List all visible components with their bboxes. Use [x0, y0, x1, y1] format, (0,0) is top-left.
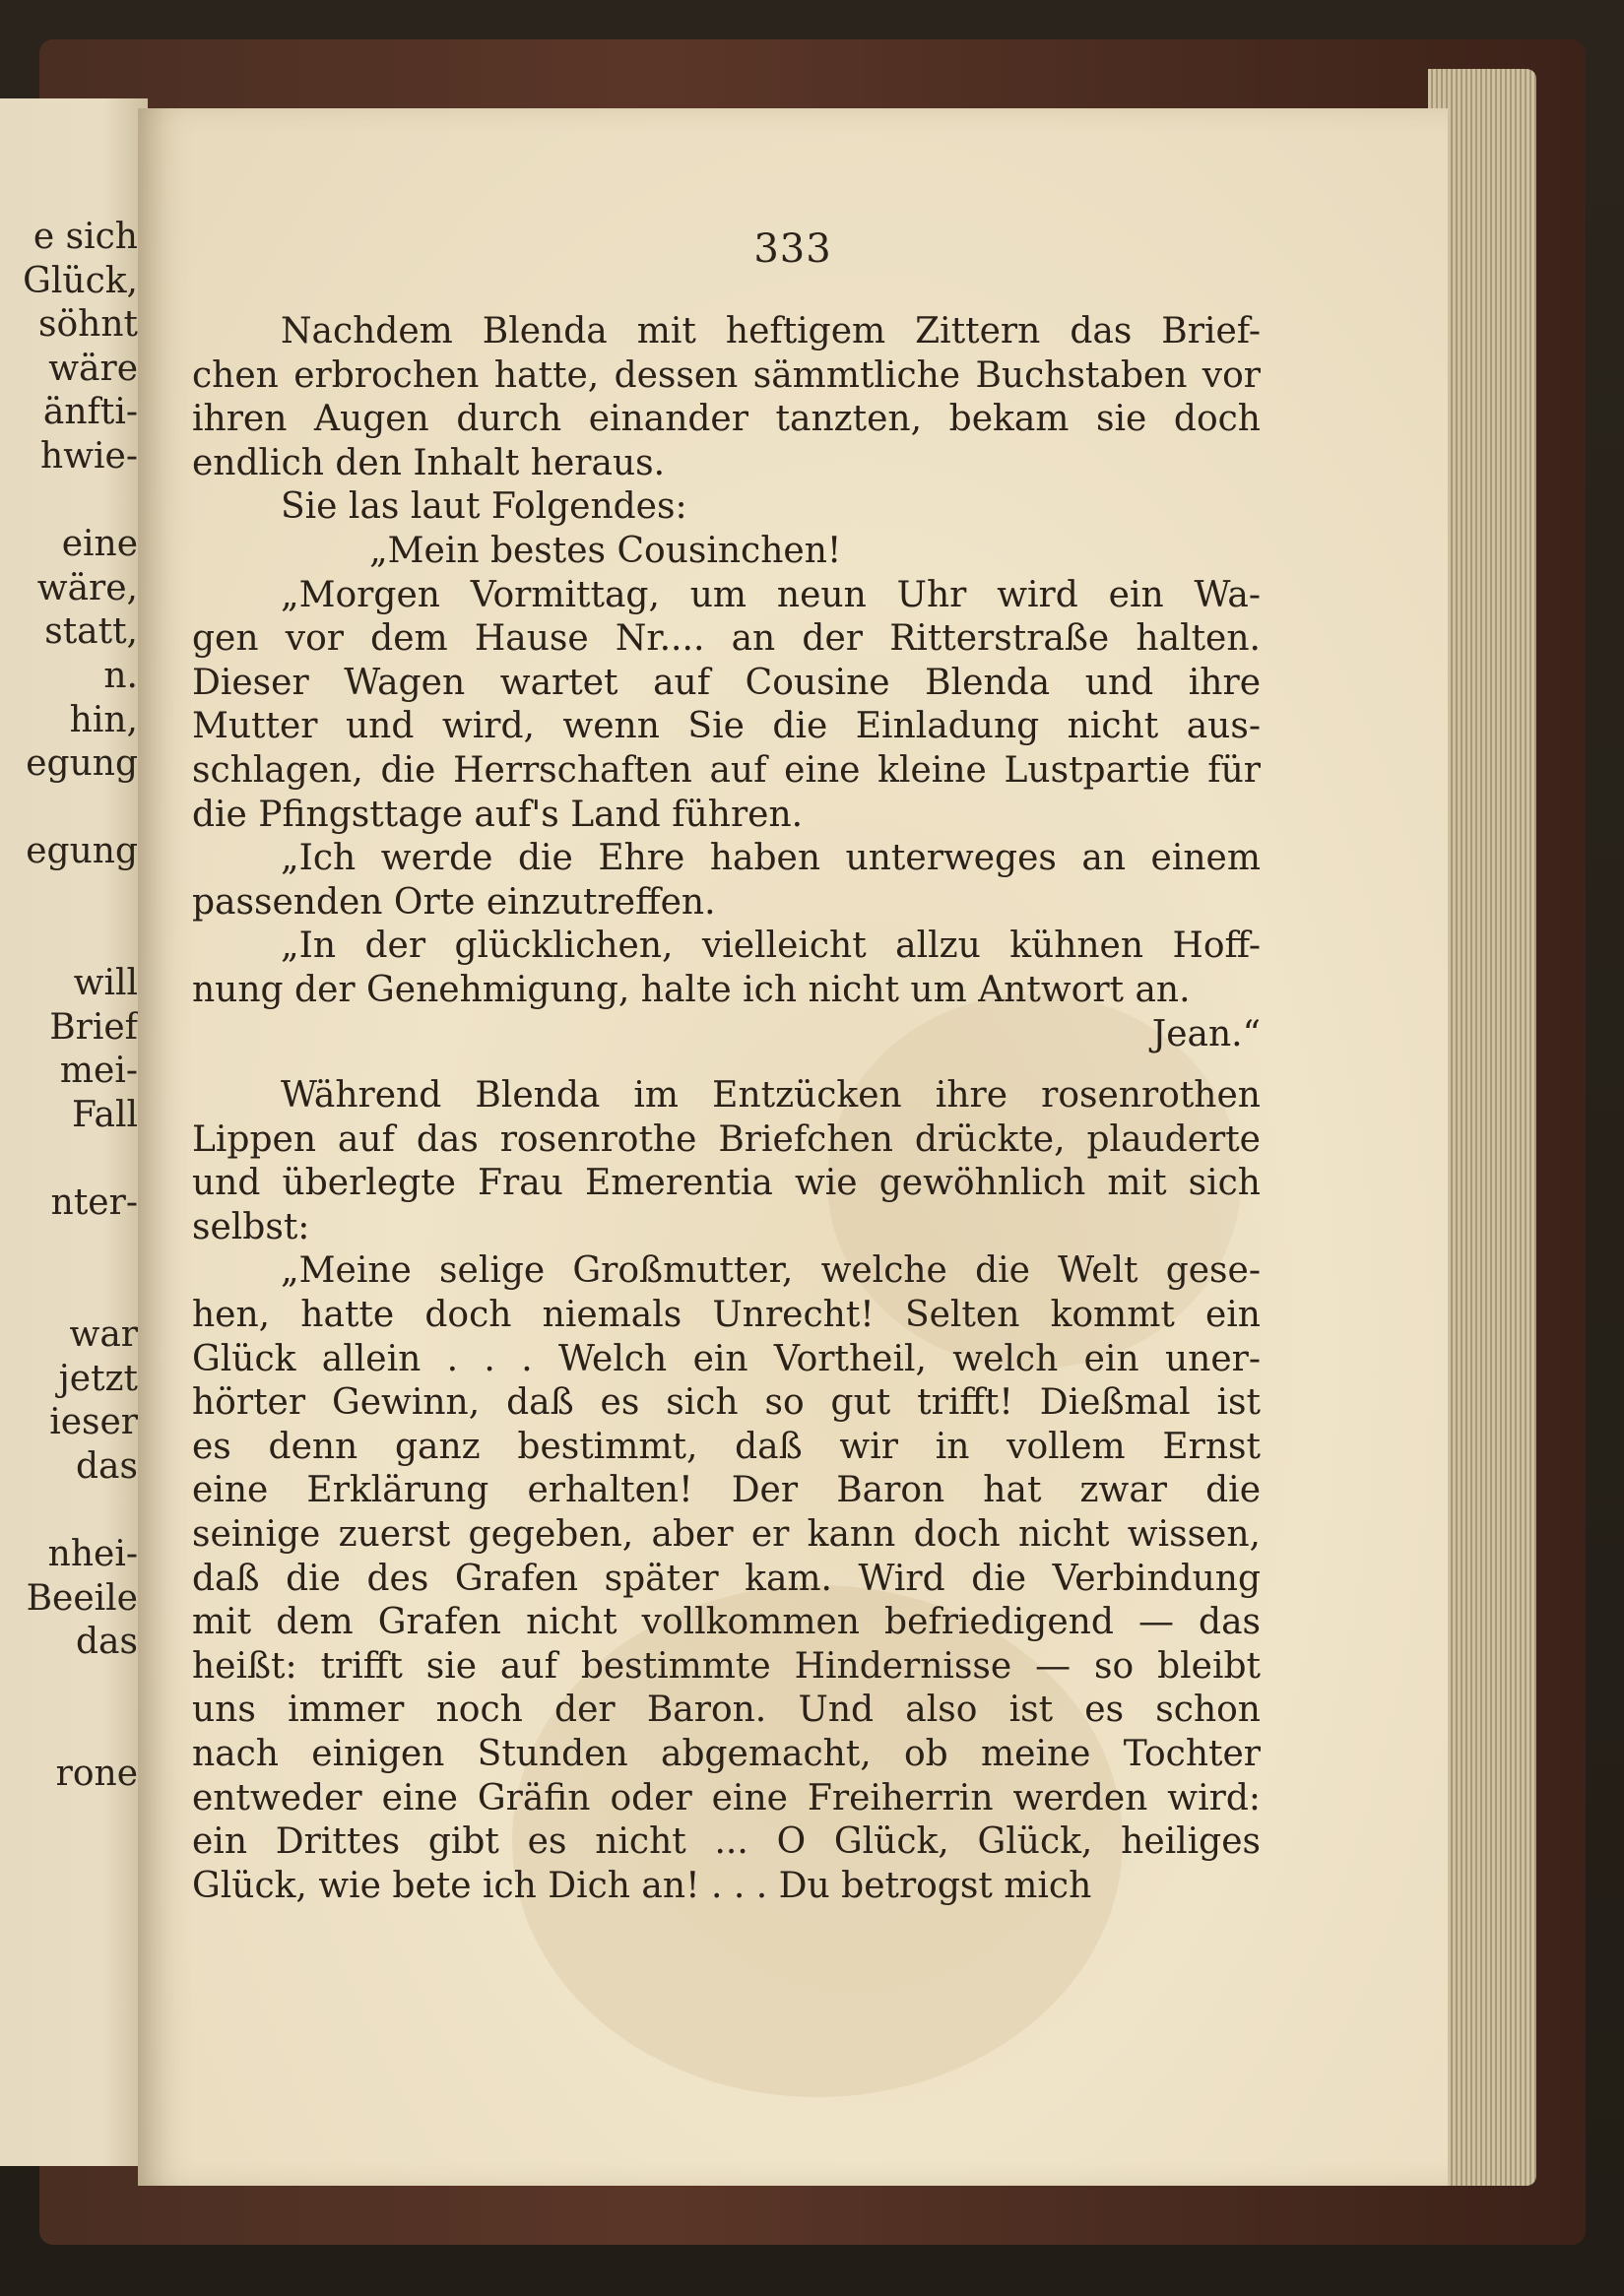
- text-line: Sie las laut Folgendes:: [281, 486, 687, 528]
- left-page-fragment: eine: [61, 524, 138, 565]
- text-line: Nachdem Blenda mit heftigem Zittern das Brief-: [281, 311, 1261, 351]
- text-line: Glück, wie bete ich Dich an! . . . Du betrogst mich: [192, 1865, 1092, 1906]
- left-page-fragment: n.: [103, 656, 138, 696]
- body-text: [192, 310, 1261, 1908]
- text-line: Lippen auf das rosenrothe Briefchen drückte, plauderte: [192, 1118, 1261, 1160]
- left-page-fragment: egung: [26, 743, 138, 785]
- left-page-fragment: Beeile: [26, 1577, 138, 1619]
- left-page-fragment: war: [69, 1314, 138, 1355]
- left-page-fragment: wäre,: [36, 567, 138, 608]
- text-line: uns immer noch der Baron. Und also ist es schon: [192, 1690, 1261, 1731]
- text-line: nach einigen Stunden abgemacht, ob meine Tochter: [192, 1734, 1261, 1774]
- right-page: [138, 108, 1448, 2186]
- text-line: die Pfingsttage auf's Land führen.: [192, 794, 804, 835]
- left-page: [0, 98, 148, 2166]
- text-line: ihren Augen durch einander tanzten, bekam sie doch: [192, 399, 1261, 440]
- left-page-fragment: nter-: [50, 1182, 138, 1224]
- text-line: Mutter und wird, wenn Sie die Einladung nicht aus-: [192, 706, 1261, 747]
- left-page-fragment: das: [76, 1445, 138, 1487]
- left-page-fragment: wäre: [48, 348, 138, 389]
- left-page-fragment: änfti-: [42, 392, 138, 433]
- left-page-fragment: jetzt: [58, 1358, 138, 1399]
- text-line: ein Drittes gibt es nicht ... O Glück, Glück, heiliges: [192, 1821, 1261, 1863]
- text-line: und überlegte Frau Emerentia wie gewöhnlich mit sich: [192, 1163, 1261, 1204]
- text-line: selbst:: [192, 1206, 310, 1247]
- text-line: heißt: trifft sie auf bestimmte Hindernisse — so bleibt: [192, 1645, 1261, 1687]
- text-line: es denn ganz bestimmt, daß wir in vollem Ernst: [192, 1426, 1261, 1467]
- text-line: mit dem Grafen nicht vollkommen befriedigend — das: [192, 1602, 1261, 1643]
- text-line: eine Erklärung erhalten! Der Baron hat zwar die: [192, 1470, 1261, 1511]
- text-line: hen, hatte doch niemals Unrecht! Selten kommt ein: [192, 1295, 1261, 1336]
- text-line: endlich den Inhalt heraus.: [192, 442, 666, 483]
- left-page-fragment: Brief: [49, 1006, 138, 1048]
- left-page-fragment: das: [76, 1622, 138, 1663]
- text-line: chen erbrochen hatte, dessen sämmtliche Buchstaben vor: [192, 354, 1261, 396]
- text-line: „Ich werde die Ehre haben unterweges an einem: [281, 838, 1261, 879]
- text-line: Während Blenda im Entzücken ihre rosenrothen: [281, 1075, 1261, 1116]
- left-page-fragment: mei-: [59, 1051, 138, 1092]
- text-line: Jean.“: [1151, 1013, 1261, 1054]
- text-line: Dieser Wagen wartet auf Cousine Blenda und ihre: [192, 662, 1261, 703]
- text-line: gen vor dem Hause Nr.... an der Ritterstraße halten.: [192, 618, 1261, 660]
- left-page-fragment: hin,: [69, 699, 138, 740]
- text-line: passenden Orte einzutreffen.: [192, 881, 716, 923]
- left-page-fragment: egung: [26, 831, 138, 872]
- left-page-fragment: söhnt: [38, 304, 138, 346]
- text-line: daß die des Grafen später kam. Wird die Verbindung: [192, 1558, 1261, 1599]
- text-line: „Morgen Vormittag, um neun Uhr wird ein Wa-: [281, 574, 1261, 615]
- text-line: hörter Gewinn, daß es sich so gut trifft! Dießmal ist: [192, 1382, 1261, 1424]
- text-line: schlagen, die Herrschaften auf eine kleine Lustpartie für: [192, 749, 1261, 791]
- left-page-fragment: statt,: [44, 611, 138, 653]
- page-number: 333: [753, 226, 832, 272]
- left-page-fragment: e sich: [32, 217, 138, 257]
- text-line: entweder eine Gräfin oder eine Freiherrin werden wird:: [192, 1777, 1261, 1818]
- left-page-fragment: hwie-: [40, 436, 138, 477]
- left-page-fragment: ieser: [49, 1402, 138, 1443]
- left-page-fragment: Fall: [71, 1095, 138, 1135]
- text-line: Glück allein . . . Welch ein Vortheil, welch ein uner-: [192, 1338, 1261, 1379]
- text-line: „In der glücklichen, vielleicht allzu kühnen Hoff-: [281, 925, 1261, 967]
- left-page-fragment: nhei-: [47, 1534, 138, 1574]
- text-line: seinige zuerst gegeben, aber er kann doch nicht wissen,: [192, 1514, 1261, 1556]
- text-line: „Mein bestes Cousinchen!: [369, 530, 842, 571]
- left-page-fragment: rone: [55, 1754, 138, 1794]
- text-line: „Meine selige Großmutter, welche die Welt gese-: [281, 1250, 1261, 1292]
- left-page-fragment: will: [73, 963, 138, 1004]
- text-line: nung der Genehmigung, halte ich nicht um Antwort an.: [192, 969, 1191, 1010]
- paragraph-gap: [192, 1056, 1261, 1074]
- left-page-fragment: Glück,: [23, 260, 138, 301]
